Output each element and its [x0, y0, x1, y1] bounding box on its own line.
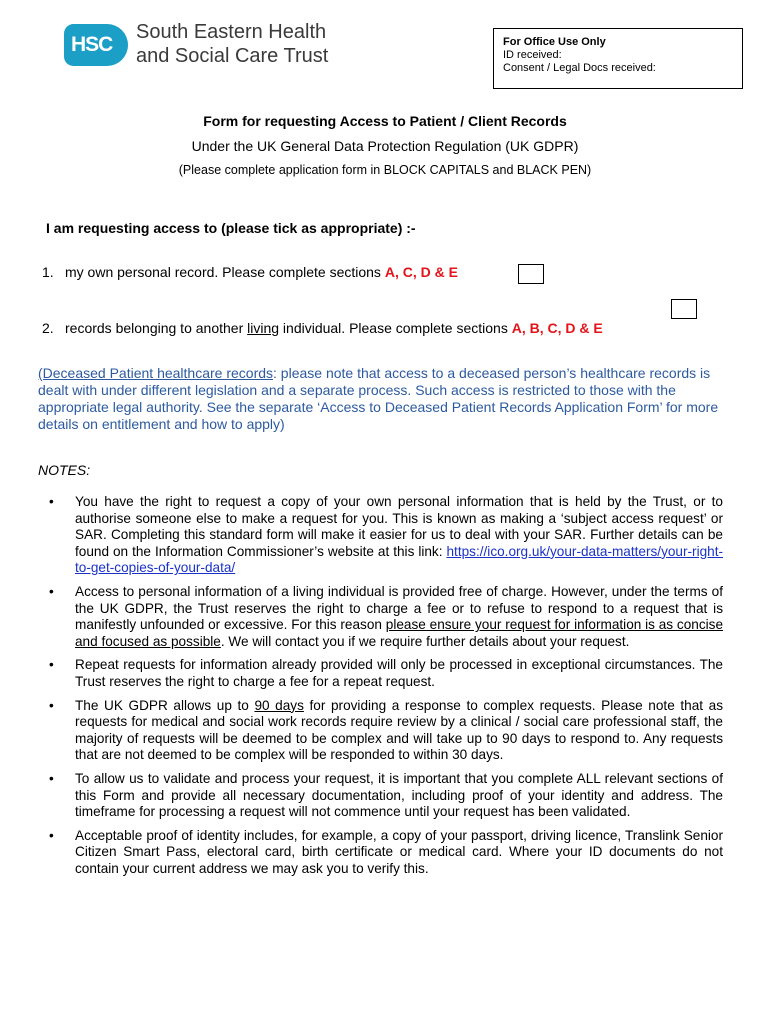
note-underlined: 90 days: [254, 697, 304, 713]
option-sections: A, B, C, D & E: [511, 320, 603, 336]
note-text: for providing a response to complex requests. Please note that as requests for medical and social work records require review by a clinical / social care professional staff, the majority of requests will be deemed to be complex and will take up to 90 days to respond to. Any requests that are not deemed to be complex will be responded to within 30 days.: [75, 697, 723, 763]
deceased-records-link[interactable]: (Deceased Patient healthcare records: [38, 365, 274, 381]
note-text: You have the right to request a copy of your own personal information that is held by the Trust, or to authorise someone else to make a request for you. This is known as making a ‘subject access request’ or SAR. Completing this standard form will make it easier for us to deal with your SAR. Further details can be found on the Information Commissioner’s website at this link:: [75, 494, 723, 559]
form-subtitle: Under the UK General Data Protection Regulation (UK GDPR): [191, 138, 579, 154]
office-id-received: ID received:: [503, 49, 562, 61]
option-underlined: living: [247, 320, 280, 336]
note-text: . We will contact you if we require further details about your request.: [220, 633, 630, 649]
option-another-record: [42, 320, 603, 336]
form-instruction: (Please complete application form in BLOCK CAPITALS and BLACK PEN): [178, 163, 592, 177]
option-own-record: [42, 264, 458, 280]
note-underlined: please ensure your request for information is as concise and focused as possible: [75, 617, 724, 649]
option-text: individual. Please complete sections: [279, 320, 512, 336]
form-title: Form for requesting Access to Patient / Client Records: [203, 113, 567, 129]
notes-heading: NOTES:: [38, 462, 91, 478]
ico-link[interactable]: https://ico.org.uk/your-data-matters/your-right-to-get-copies-of-your-data/: [75, 543, 724, 576]
deceased-records-text: : please note that access to a deceased person’s healthcare records is dealt with under different legislation and a separate process. Such access is restricted to those with the appropriate legal authority. See the separate ‘Access to Deceased Patient Records Application Form’ for more details on entitlement and how to apply): [38, 365, 719, 432]
organisation-name-line1: South Eastern Health: [136, 21, 327, 43]
note-text: The UK GDPR allows up to: [75, 697, 255, 713]
organisation-name-line2: and Social Care Trust: [136, 45, 329, 67]
note-item: [49, 584, 723, 650]
notes-list: [49, 494, 723, 884]
option-number: 1.: [42, 264, 54, 280]
option-text: my own personal record. Please complete sections: [65, 264, 385, 280]
note-text: Acceptable proof of identity includes, for example, a copy of your passport, driving licence, Translink Senior Citizen Smart Pass, electoral card, birth certificate or medical card. Where your ID documents do not contain your current address we may ask you to verify this.: [75, 827, 723, 876]
note-item: [49, 771, 723, 821]
own-record-checkbox[interactable]: [518, 264, 544, 284]
request-heading: I am requesting access to (please tick as appropriate) :-: [46, 220, 416, 236]
note-item: [49, 828, 723, 878]
note-item: [49, 494, 723, 577]
deceased-records-note: [38, 365, 728, 433]
note-item: [49, 698, 723, 764]
office-use-title: For Office Use Only: [503, 36, 606, 48]
organisation-name: [136, 20, 328, 68]
note-text: To allow us to validate and process your request, it is important that you complete ALL relevant sections of this Form and provide all necessary documentation, including proof of your identity and address. The timeframe for processing a request will not commence until your request has been validated.: [75, 770, 723, 820]
option-sections: A, C, D & E: [384, 264, 458, 280]
another-record-checkbox[interactable]: [671, 299, 697, 319]
hsc-logo: HSC: [64, 24, 128, 66]
note-text: Access to personal information of a living individual is provided free of charge. However, under the terms of the UK GDPR, the Trust reserves the right to charge a fee or to refuse to respond to a request that is manifestly unfounded or excessive. For this reason: [75, 583, 723, 633]
note-text: Repeat requests for information already provided will only be processed in exceptional circumstances. The Trust reserves the right to charge a fee for a repeat request.: [75, 657, 723, 689]
option-number: 2.: [42, 320, 54, 336]
office-consent-received: Consent / Legal Docs received:: [503, 62, 656, 74]
option-text: records belonging to another: [65, 320, 248, 336]
office-use-box: [493, 28, 743, 89]
note-item: [49, 657, 723, 690]
